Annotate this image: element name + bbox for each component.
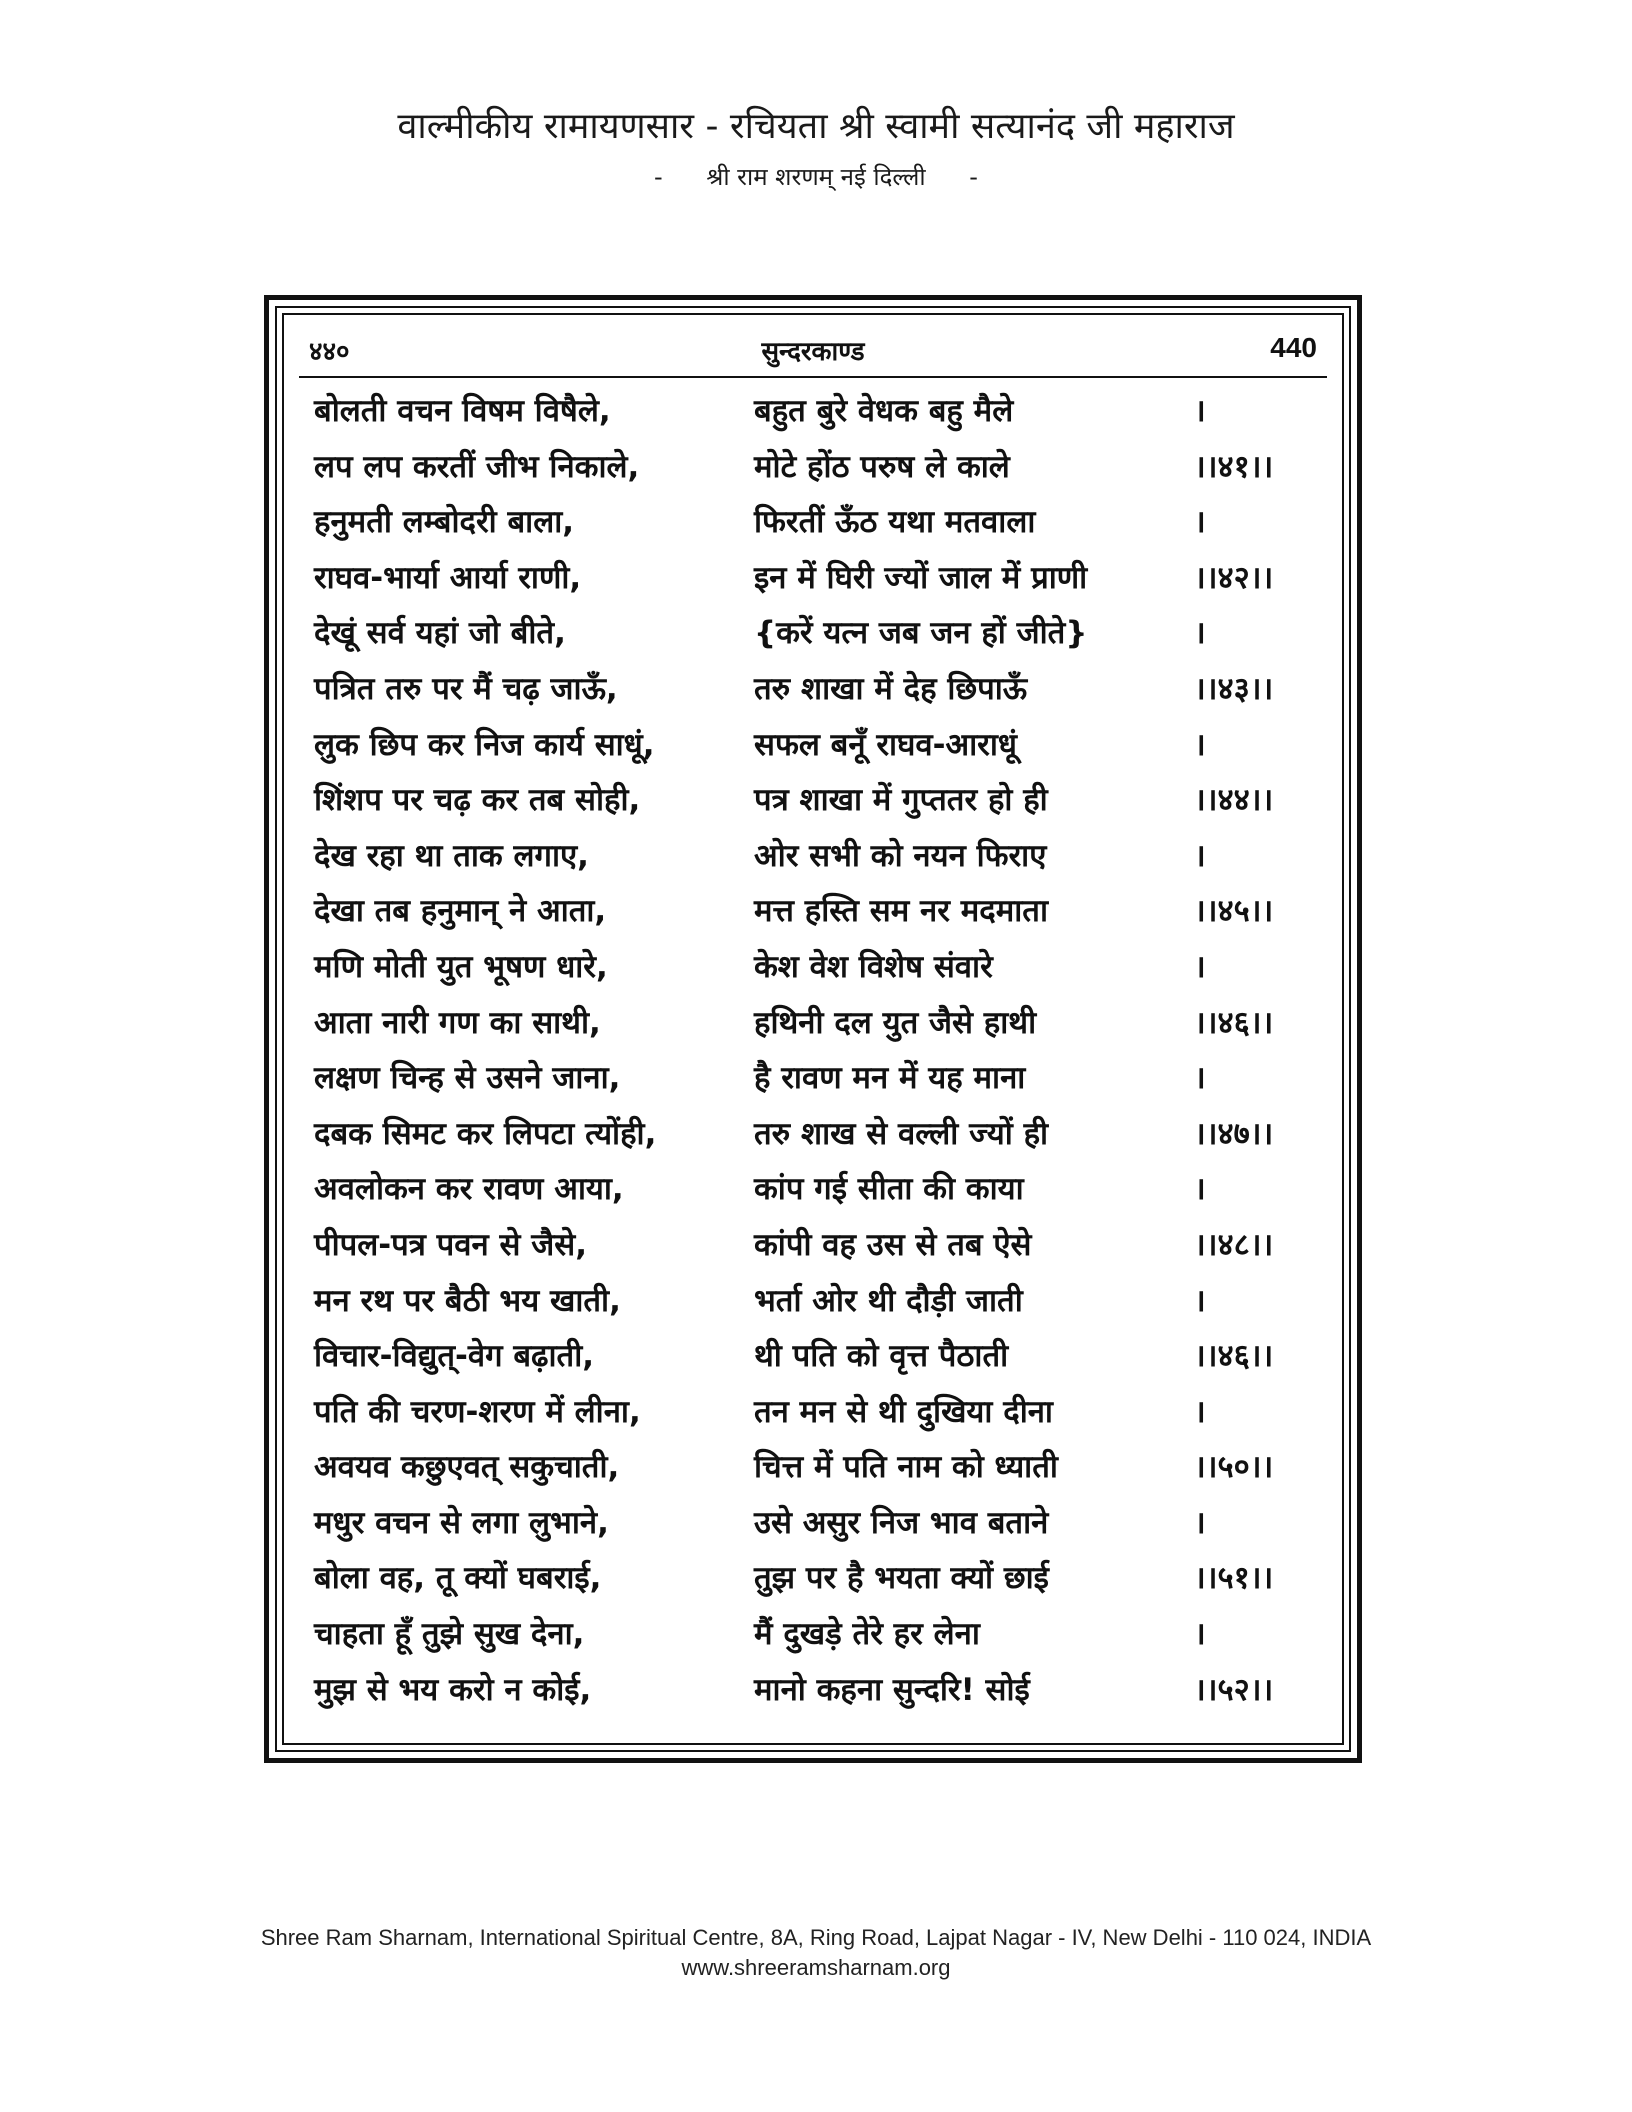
verse-right-half: तुझ पर है भयता क्यों छाई: [754, 1560, 1049, 1597]
verse-left-half: अवलोकन कर रावण आया,: [314, 1171, 624, 1208]
document-subtitle: [0, 160, 1632, 193]
verse-line: [314, 1607, 1314, 1663]
verse-number: ।।५२।।: [1194, 1671, 1274, 1708]
verse-number: ।।४३।।: [1194, 670, 1274, 707]
verse-right-half: हथिनी दल युत जैसे हाथी: [754, 1004, 1037, 1041]
verse-number: ।।४२।।: [1194, 559, 1274, 596]
verse-left-half: पति की चरण-शरण में लीना,: [314, 1393, 641, 1430]
subtitle-dash-right: -: [969, 163, 978, 191]
verse-right-half: मैं दुखड़े तेरे हर लेना: [754, 1616, 980, 1653]
verse-number: ।।५१।।: [1194, 1560, 1274, 1597]
verse-right-half: {करें यत्न जब जन हों जीते}: [754, 615, 1088, 652]
verse-line: [314, 773, 1314, 829]
verse-right-half: तन मन से थी दुखिया दीना: [754, 1393, 1053, 1430]
verse-left-half: हनुमती लम्बोदरी बाला,: [314, 504, 575, 541]
page-frame: [264, 295, 1362, 1763]
verse-line: [314, 440, 1314, 496]
verse-right-half: कांपी वह उस से तब ऐसे: [754, 1226, 1032, 1263]
verse-number: ।।५०।।: [1194, 1449, 1274, 1486]
verse-right-half: कांप गई सीता की काया: [754, 1171, 1024, 1208]
verse-line: [314, 1663, 1314, 1719]
verse-left-half: मधुर वचन से लगा लुभाने,: [314, 1504, 609, 1541]
verse-line: [314, 718, 1314, 774]
page-number-devanagari: ४४०: [309, 337, 350, 367]
verse-line: [314, 996, 1314, 1052]
verse-line: [314, 384, 1314, 440]
verse-number: ।: [1194, 1504, 1206, 1541]
verse-number: ।: [1194, 393, 1206, 429]
verse-left-half: मन रथ पर बैठी भय खाती,: [314, 1282, 621, 1319]
verse-left-half: अवयव कछुएवत् सकुचाती,: [314, 1449, 620, 1486]
verse-line: [314, 662, 1314, 718]
verse-right-half: भर्ता ओर थी दौड़ी जाती: [754, 1282, 1023, 1319]
verse-line: [314, 940, 1314, 996]
verse-line: [314, 1385, 1314, 1441]
verse-number: ।: [1194, 1060, 1206, 1097]
verse-number: ।: [1194, 837, 1206, 874]
verse-left-half: चाहता हूँ तुझे सुख देना,: [314, 1616, 585, 1653]
verse-left-half: दबक सिमट कर लिपटा त्योंही,: [314, 1115, 657, 1152]
verse-line: [314, 606, 1314, 662]
verse-number: ।: [1194, 1282, 1206, 1319]
verse-left-half: देखूं सर्व यहां जो बीते,: [314, 615, 566, 652]
verse-right-half: फिरतीं ऊँठ यथा मतवाला: [754, 504, 1036, 541]
subtitle-dash-left: -: [654, 163, 663, 191]
footer-address: Shree Ram Sharnam, International Spiritual Centre, 8A, Ring Road, Lajpat Nagar - IV, New Delhi - 110 024, INDIA: [260, 1925, 1372, 1950]
verse-number: ।।४४।।: [1194, 782, 1274, 819]
verse-line: [314, 1218, 1314, 1274]
verse-line: [314, 829, 1314, 885]
verse-number: ।: [1194, 1171, 1206, 1208]
verse-number: ।: [1194, 726, 1206, 763]
verse-line: [314, 551, 1314, 607]
verse-line: [314, 1496, 1314, 1552]
verse-number: ।: [1194, 615, 1206, 652]
verse-right-half: उसे असुर निज भाव बताने: [754, 1504, 1049, 1541]
verse-right-half: चित्त में पति नाम को ध्याती: [754, 1449, 1058, 1486]
running-head: [309, 328, 1317, 368]
verse-left-half: लप लप करतीं जीभ निकाले,: [314, 448, 640, 485]
verse-right-half: तरु शाखा में देह छिपाऊँ: [754, 670, 1028, 707]
verse-left-half: देखा तब हनुमान् ने आता,: [314, 893, 607, 930]
verse-line: [314, 1440, 1314, 1496]
verse-line: [314, 884, 1314, 940]
verse-left-half: बोलती वचन विषम विषैले,: [314, 393, 611, 429]
header-rule: [299, 376, 1327, 378]
verse-line: [314, 1162, 1314, 1218]
verse-right-half: मत्त हस्ति सम नर मदमाता: [754, 893, 1048, 930]
verse-number: ।।४६।।: [1194, 1004, 1274, 1041]
verse-left-half: मणि मोती युत भूषण धारे,: [314, 948, 608, 985]
verse-left-half: मुझ से भय करो न कोई,: [314, 1671, 592, 1708]
verse-right-half: मानो कहना सुन्दरि! सोई: [754, 1671, 1030, 1708]
verse-line: [314, 1051, 1314, 1107]
verse-left-half: पत्रित तरु पर मैं चढ़ जाऊँ,: [314, 670, 618, 707]
verse-number: ।।४६।।: [1194, 1338, 1274, 1375]
verse-left-half: पीपल-पत्र पवन से जैसे,: [314, 1226, 587, 1263]
verse-line: [314, 1329, 1314, 1385]
verse-number: ।: [1194, 1393, 1206, 1430]
verse-number: ।: [1194, 948, 1206, 985]
verse-left-half: बोला वह, तू क्यों घबराई,: [314, 1560, 602, 1597]
verse-number: ।: [1194, 504, 1206, 541]
verse-right-half: मोटे होंठ परुष ले काले: [754, 448, 1010, 485]
verse-left-half: लक्षण चिन्ह से उसने जाना,: [314, 1060, 621, 1097]
verse-right-half: पत्र शाखा में गुप्ततर हो ही: [754, 782, 1048, 819]
verse-number: ।: [1194, 1616, 1206, 1653]
verse-right-half: तरु शाख से वल्ली ज्यों ही: [754, 1115, 1049, 1152]
verse-right-half: है रावण मन में यह माना: [754, 1060, 1026, 1097]
verse-left-half: आता नारी गण का साथी,: [314, 1004, 601, 1041]
verse-right-half: बहुत बुरे वेधक बहु मैले: [754, 393, 1014, 429]
document-title: वाल्मीकीय रामायणसार - रचियता श्री स्वामी सत्यानंद जी महाराज: [397, 106, 1235, 147]
verse-left-half: शिंशप पर चढ़ कर तब सोही,: [314, 782, 641, 819]
section-title: सुन्दरकाण्ड: [761, 337, 865, 367]
verse-line: [314, 495, 1314, 551]
verse-number: ।।४१।।: [1194, 448, 1274, 485]
verse-number: ।।४५।।: [1194, 893, 1274, 930]
verse-number: ।।४८।।: [1194, 1226, 1274, 1263]
verse-right-half: थी पति को वृत्त पैठाती: [754, 1338, 1009, 1375]
verse-left-half: राघव-भार्या आर्या राणी,: [314, 559, 582, 596]
footer-url: www.shreeramsharnam.org: [681, 1955, 951, 1980]
verse-right-half: इन में घिरी ज्यों जाल में प्राणी: [754, 559, 1088, 596]
verse-line: [314, 1274, 1314, 1330]
verse-line: [314, 1551, 1314, 1607]
verse-left-half: विचार-विद्युत्-वेग बढ़ाती,: [314, 1338, 594, 1375]
verse-right-half: ओर सभी को नयन फिराए: [754, 837, 1047, 874]
verse-list: [314, 384, 1314, 1718]
verse-left-half: देख रहा था ताक लगाए,: [314, 837, 589, 874]
verse-number: ।।४७।।: [1194, 1115, 1274, 1152]
verse-right-half: सफल बनूँ राघव-आराधूं: [754, 726, 1017, 763]
subtitle-text: श्री राम शरणम् नई दिल्ली: [706, 163, 926, 191]
verse-line: [314, 1107, 1314, 1163]
verse-right-half: केश वेश विशेष संवारे: [754, 948, 993, 985]
page-number: 440: [1270, 332, 1317, 363]
verse-left-half: लुक छिप कर निज कार्य साधूं,: [314, 726, 655, 763]
